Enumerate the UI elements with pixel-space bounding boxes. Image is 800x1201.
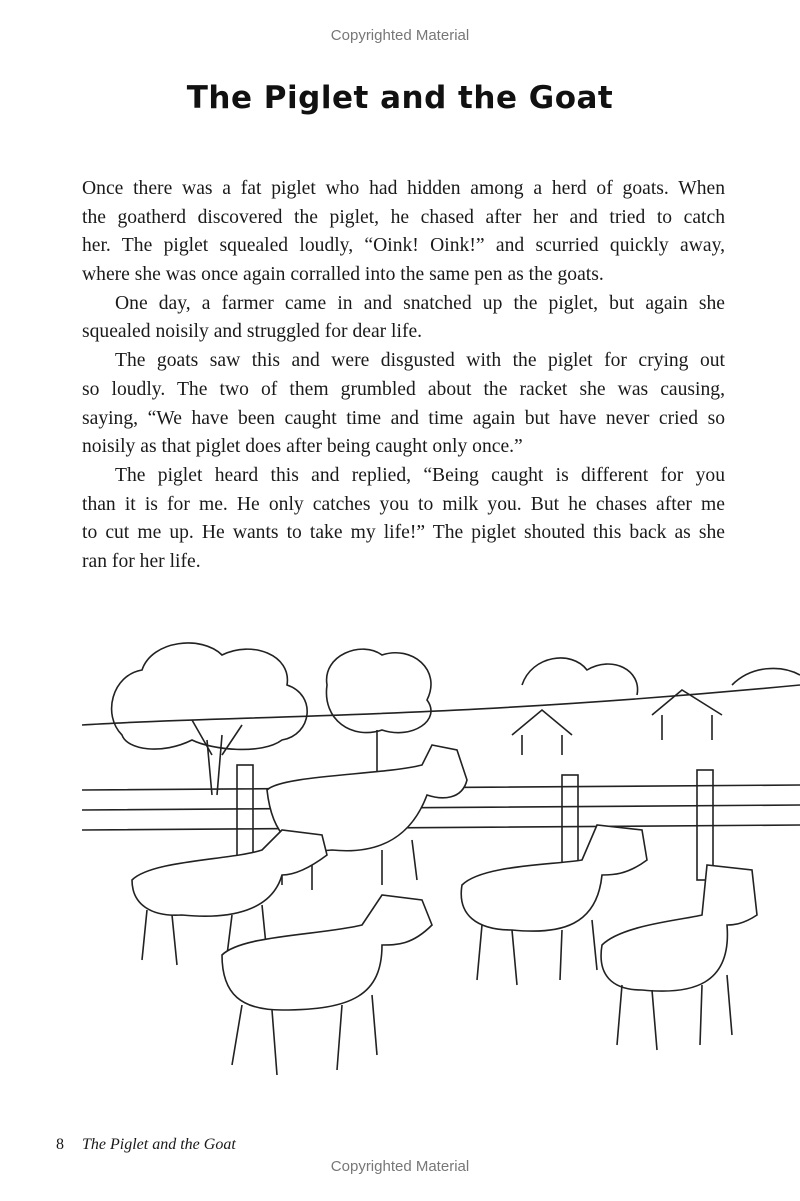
goats-in-pen-illustration (82, 625, 800, 1105)
goats (132, 745, 757, 1075)
paragraph-line: Once there was a fat piglet who had hidden among a herd of goats. When (82, 178, 725, 199)
paragraph-line: to cut me up. He wants to take my life!” The piglet shouted this back as she (82, 522, 725, 544)
running-title: The Piglet and the Goat (82, 1136, 236, 1153)
page-footer (56, 1136, 236, 1154)
paragraph-line: saying, “We have been caught time and time again but have never cried so (82, 407, 725, 429)
paragraph-line: so loudly. The two of them grumbled about the racket she was causing, (82, 378, 725, 400)
paragraph-line: the goatherd discovered the piglet, he chased after her and tried to catch (82, 206, 725, 228)
paragraph-line: ran for her life. (82, 550, 201, 572)
page-number: 8 (56, 1136, 64, 1153)
paragraph-line: noisily as that piglet does after being caught only once.” (82, 436, 523, 458)
story-body (82, 175, 725, 577)
copyright-watermark-top: Copyrighted Material (330, 27, 470, 44)
paragraph-line: The piglet heard this and replied, “Being caught is different for you (115, 464, 725, 486)
copyright-watermark-bottom: Copyrighted Material (330, 1158, 470, 1175)
paragraph-line: One day, a farmer came in and snatched up the piglet, but again she (115, 292, 725, 314)
paragraph-line: than it is for me. He only catches you to milk you. But he chases after me (82, 493, 725, 515)
story-title: The Piglet and the Goat (186, 80, 614, 116)
paragraph-line: her. The piglet squealed loudly, “Oink! Oink!” and scurried quickly away, (82, 235, 725, 257)
paragraph-line: The goats saw this and were disgusted with the piglet for crying out (115, 350, 725, 372)
paragraph-line: where she was once again corralled into the same pen as the goats. (82, 264, 604, 286)
paragraph-line: squealed noisily and struggled for dear life. (82, 321, 423, 343)
